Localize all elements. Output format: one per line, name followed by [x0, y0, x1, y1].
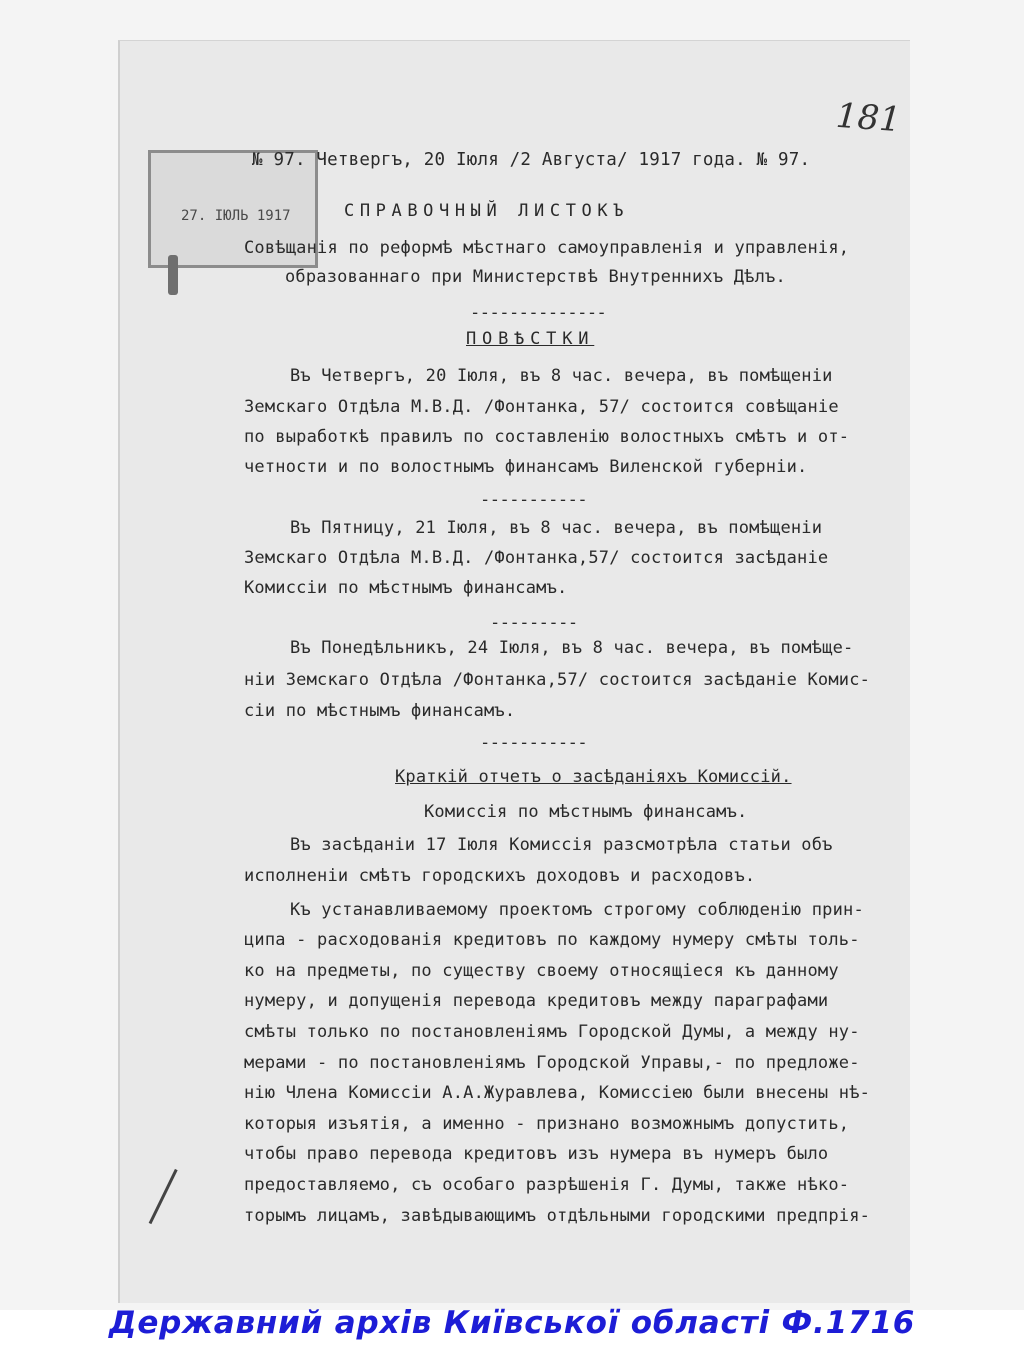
- agenda-item3-line: ніи Земскаго Отдѣла /Фонтанка,57/ состоится засѣданіе Комис-: [244, 670, 871, 690]
- report-heading: Краткій отчетъ о засѣданіяхъ Комиссій.: [395, 767, 792, 787]
- report-para2-line: ко на предметы, по существу своему относящіеся къ данному: [244, 961, 839, 981]
- agenda-item2-line: Комиссіи по мѣстнымъ финансамъ.: [244, 578, 568, 598]
- separator: -----------: [480, 490, 588, 510]
- report-para2-line: предоставляемо, съ особаго разрѣшенія Г. Думы, также нѣко-: [244, 1175, 850, 1195]
- subtitle-line-1: Совѣщанія по реформѣ мѣстнаго самоуправленія и управленія,: [244, 238, 850, 258]
- document-title: СПРАВОЧНЫЙ ЛИСТОКЪ: [344, 201, 630, 221]
- handwritten-page-number: 181: [834, 95, 903, 141]
- report-subheading: Комиссія по мѣстнымъ финансамъ.: [424, 802, 748, 822]
- report-para2-line: которыя изъятія, а именно - признано возможнымъ допустить,: [244, 1114, 850, 1134]
- agenda-heading: ПОВѢСТКИ: [466, 329, 595, 349]
- report-para2-line: ципа - расходованія кредитовъ по каждому нумеру смѣты толь-: [244, 930, 860, 950]
- binder-clip-icon: [168, 255, 178, 295]
- report-para2-line: торымъ лицамъ, завѣдывающимъ отдѣльными городскими предпрія-: [244, 1206, 871, 1226]
- report-para2-line: Къ устанавливаемому проектомъ строгому соблюденію прин-: [290, 900, 864, 920]
- agenda-item2-line: Въ Пятницу, 21 Іюля, въ 8 час. вечера, въ помѣщеніи: [290, 518, 823, 538]
- agenda-item1-line: Земскаго Отдѣла М.В.Д. /Фонтанка, 57/ состоится совѣщаніе: [244, 397, 839, 417]
- report-para1-line: исполненіи смѣтъ городскихъ доходовъ и расходовъ.: [244, 866, 756, 886]
- agenda-item3-line: сіи по мѣстнымъ финансамъ.: [244, 701, 516, 721]
- report-para2-line: смѣты только по постановленіямъ Городской Думы, а между ну-: [244, 1022, 860, 1042]
- subtitle-line-2: образованнаго при Министерствѣ Внутреннихъ Дѣлъ.: [285, 267, 786, 287]
- report-para2-line: нумеру, и допущенія перевода кредитовъ между параграфами: [244, 991, 829, 1011]
- report-para1-line: Въ засѣданіи 17 Іюля Комиссія разсмотрѣла статьи объ: [290, 835, 833, 855]
- stamp-date: 27. ІЮЛЬ 1917: [181, 208, 291, 224]
- report-para2-line: нію Члена Комиссіи А.А.Журавлева, Комиссіею были внесены нѣ-: [244, 1083, 871, 1103]
- separator: ---------: [490, 613, 578, 633]
- agenda-item1-line: по выработкѣ правилъ по составленію волостныхъ смѣтъ и от-: [244, 427, 850, 447]
- archive-caption: Державний архів Київської області Ф.1716: [108, 1305, 916, 1341]
- separator: --------------: [470, 303, 607, 323]
- separator: -----------: [480, 733, 588, 753]
- agenda-item1-line: Въ Четвергъ, 20 Іюля, въ 8 час. вечера, въ помѣщеніи: [290, 366, 833, 386]
- agenda-item2-line: Земскаго Отдѣла М.В.Д. /Фонтанка,57/ состоится засѣданіе: [244, 548, 829, 568]
- report-para2-line: чтобы право перевода кредитовъ изъ нумера въ нумеръ было: [244, 1144, 829, 1164]
- agenda-item3-line: Въ Понедѣльникъ, 24 Іюля, въ 8 час. вечера, въ помѣще-: [290, 638, 854, 658]
- agenda-item1-line: четности и по волостнымъ финансамъ Виленской губерніи.: [244, 457, 808, 477]
- report-para2-line: мерами - по постановленіямъ Городской Управы,- по предложе-: [244, 1053, 860, 1073]
- issue-line: № 97. Четвергъ, 20 Іюля /2 Августа/ 1917 года. № 97.: [252, 150, 811, 170]
